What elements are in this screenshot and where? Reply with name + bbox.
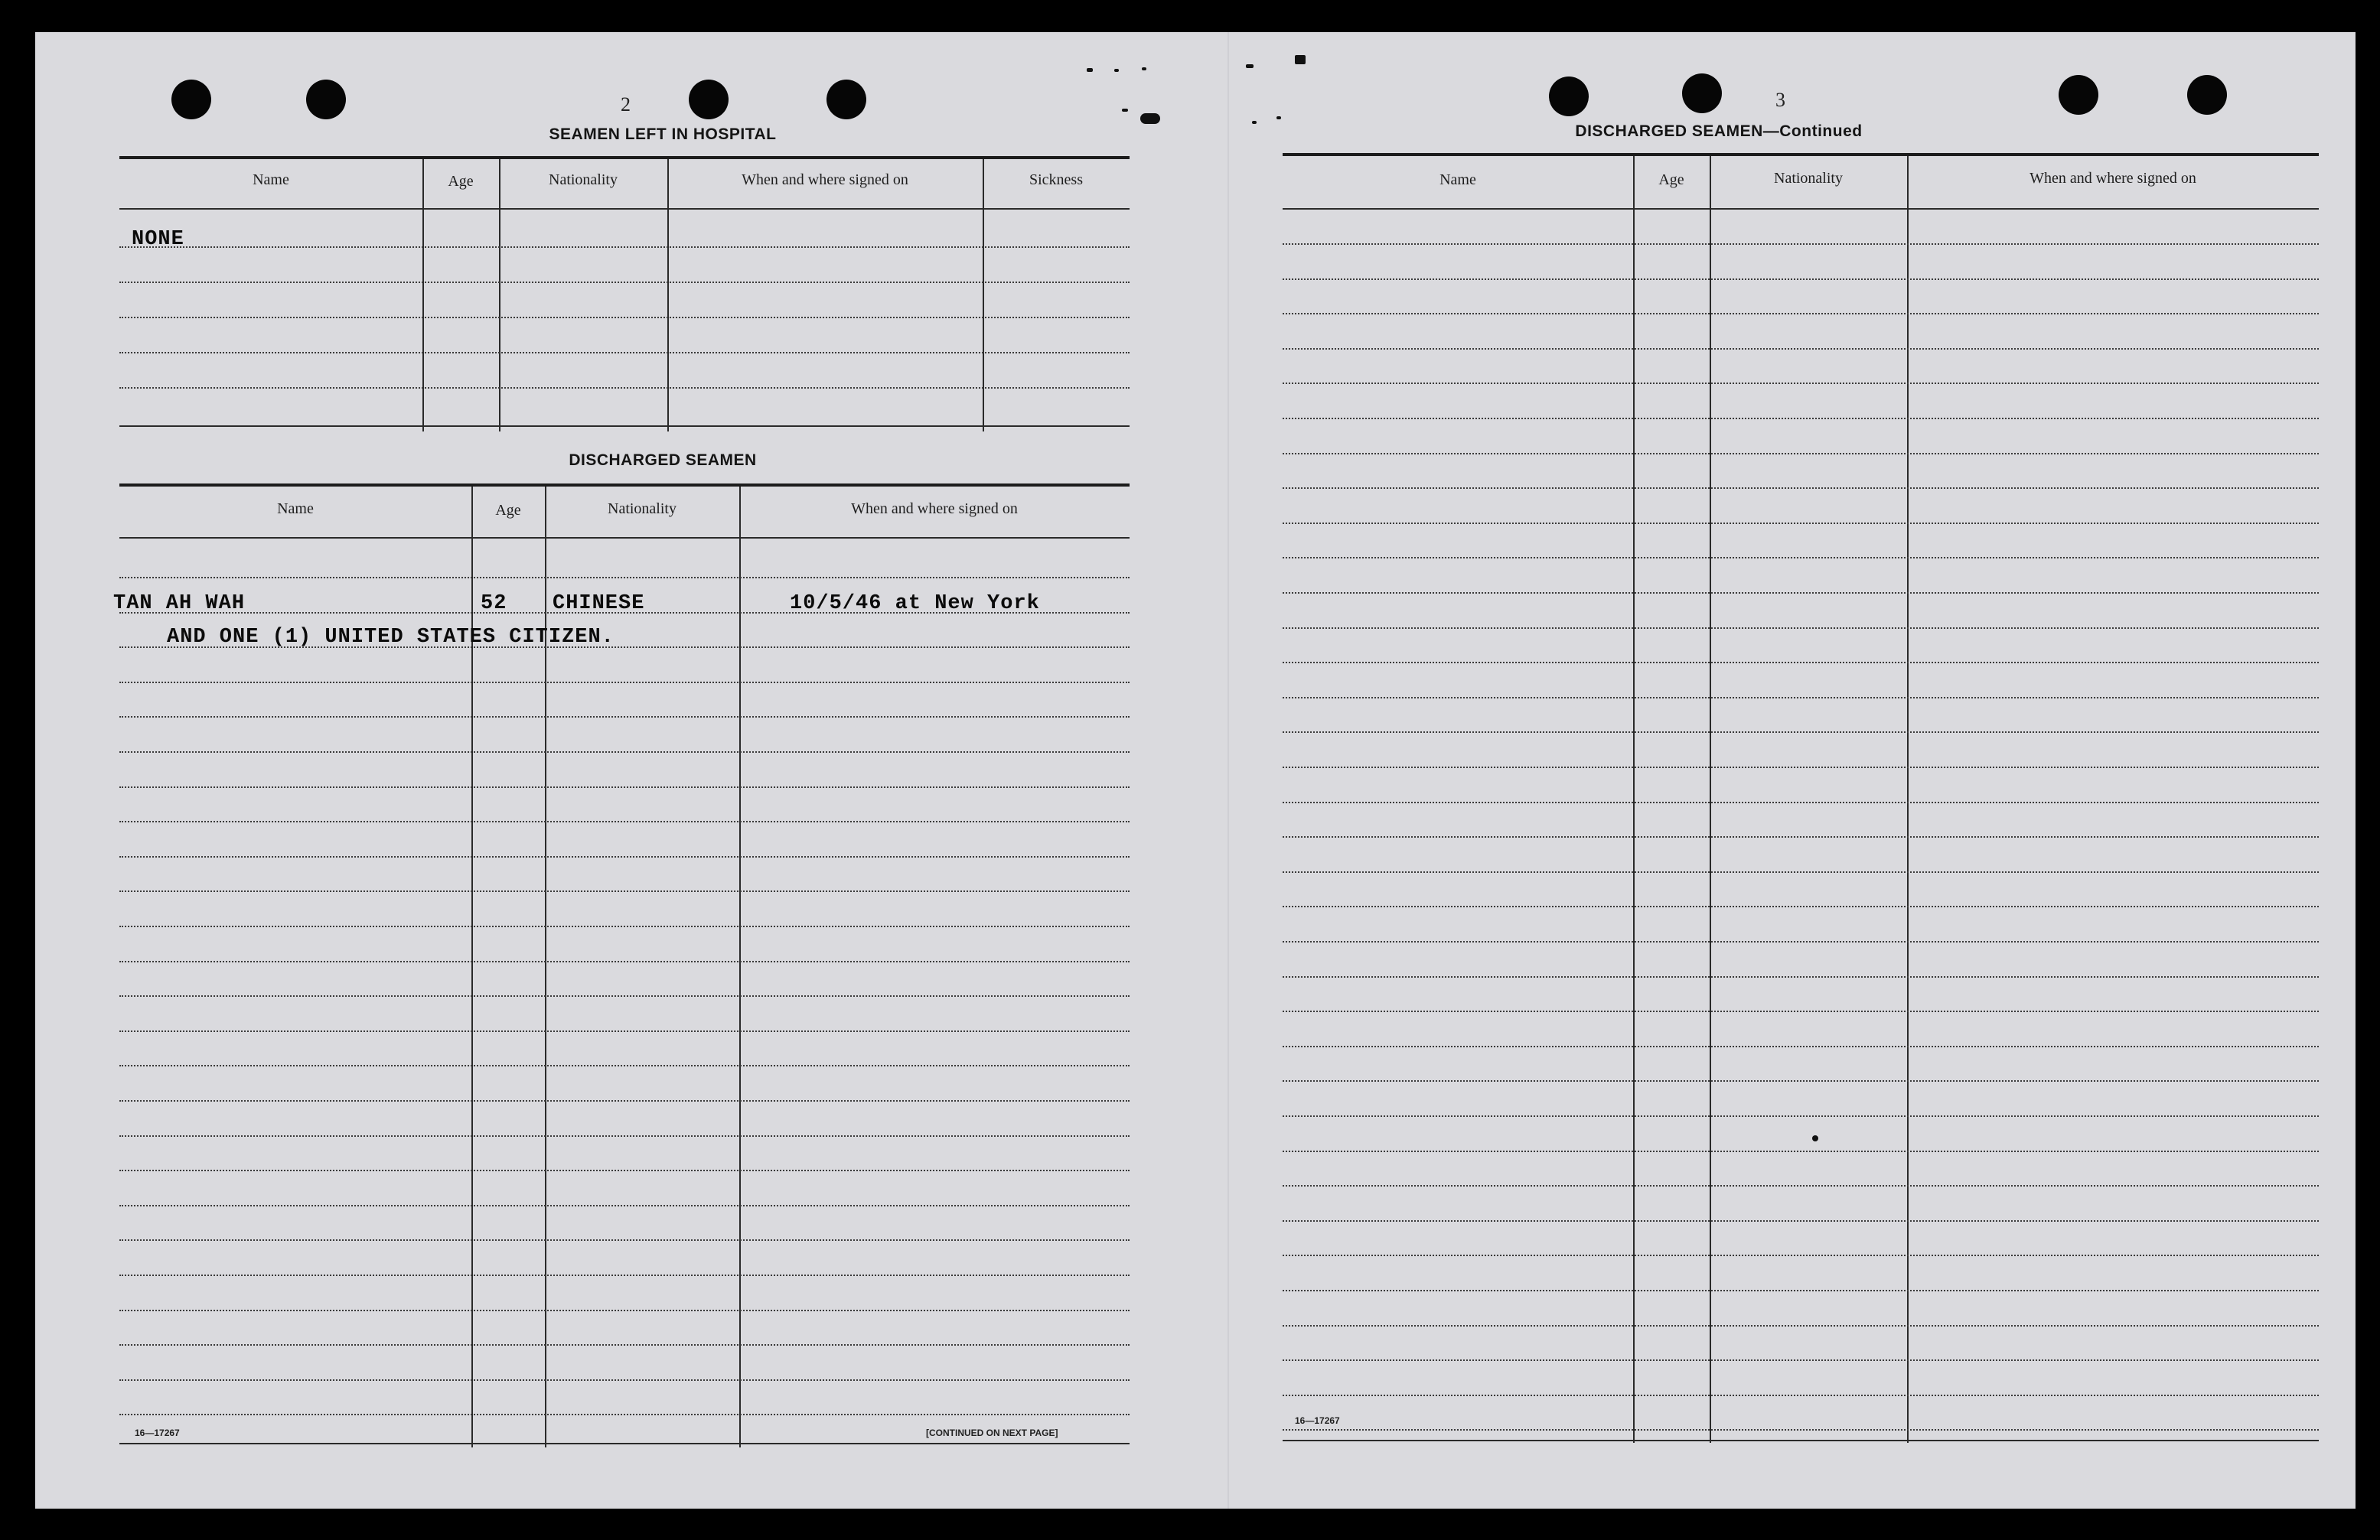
- row-rule: [1283, 976, 2319, 978]
- row-rule: [1283, 767, 2319, 768]
- row-rule: [1283, 1151, 2319, 1152]
- row-rule: [1283, 313, 2319, 314]
- row-rule: [1283, 1429, 2319, 1431]
- row-rule: [1283, 731, 2319, 733]
- punch-hole: [1682, 73, 1722, 113]
- row-rule: [119, 926, 1130, 927]
- column-divider: [983, 159, 984, 431]
- row-rule: [1283, 1220, 2319, 1222]
- row-rule: [1283, 243, 2319, 245]
- column-header-signed-on: When and where signed on: [742, 171, 908, 188]
- title-suffix: —Continued: [1762, 122, 1863, 140]
- hospital-table: [119, 156, 1130, 435]
- speck: [1087, 68, 1093, 72]
- form-number: 16—17267: [135, 1428, 180, 1438]
- row-rule: [119, 1170, 1130, 1171]
- column-header-signed-on: When and where signed on: [851, 500, 1018, 517]
- row-rule: [119, 1344, 1130, 1346]
- row-rule: [1283, 941, 2319, 943]
- discharged-continued-table: [1283, 153, 2319, 1446]
- row-rule: [1283, 1290, 2319, 1291]
- speck: [1114, 69, 1119, 72]
- row-rule: [119, 1414, 1130, 1415]
- column-divider: [499, 159, 500, 431]
- row-rule: [119, 1310, 1130, 1311]
- row-rule: [1283, 557, 2319, 558]
- hospital-section-title: SEAMEN LEFT IN HOSPITAL: [549, 125, 777, 143]
- column-header-nationality: Nationality: [549, 171, 618, 188]
- table-bottom-rule: [119, 1443, 1130, 1444]
- row-rule: [119, 1379, 1130, 1381]
- row-rule: [1283, 278, 2319, 280]
- table-top-rule: [1283, 153, 2319, 156]
- page-number: 2: [621, 93, 631, 116]
- row-rule: [119, 890, 1130, 892]
- row-rule: [1283, 487, 2319, 489]
- row-rule: [119, 1275, 1130, 1276]
- seaman-nationality: CHINESE: [553, 592, 645, 615]
- column-divider: [422, 159, 424, 431]
- seaman-name: TAN AH WAH: [113, 592, 246, 615]
- hospital-entry: NONE: [132, 228, 184, 251]
- row-rule: [1283, 1325, 2319, 1327]
- row-rule: [119, 387, 1130, 389]
- punch-hole: [306, 80, 346, 119]
- row-rule: [119, 786, 1130, 788]
- speck: [1142, 67, 1146, 70]
- row-rule: [1283, 418, 2319, 419]
- punch-hole: [2187, 75, 2227, 115]
- column-header-name: Name: [1439, 171, 1476, 188]
- row-rule: [119, 246, 1130, 248]
- row-rule: [119, 751, 1130, 753]
- table-top-rule: [119, 483, 1130, 487]
- header-rule: [1283, 208, 2319, 210]
- seaman-signed-on: 10/5/46 at New York: [790, 592, 1040, 615]
- speck: [1140, 113, 1160, 124]
- row-rule: [119, 856, 1130, 858]
- column-divider: [739, 487, 741, 1447]
- seaman-age: 52: [481, 592, 507, 615]
- row-rule: [1283, 662, 2319, 663]
- row-rule: [1283, 383, 2319, 384]
- row-rule: [1283, 697, 2319, 698]
- row-rule: [119, 1065, 1130, 1066]
- column-divider: [667, 159, 669, 431]
- row-rule: [119, 961, 1130, 962]
- column-header-age: Age: [1658, 171, 1684, 188]
- row-rule: [119, 1205, 1130, 1206]
- row-rule: [1283, 871, 2319, 873]
- row-rule: [119, 716, 1130, 718]
- speck: [1276, 116, 1281, 119]
- row-rule: [1283, 627, 2319, 629]
- row-rule: [1283, 1011, 2319, 1012]
- row-rule: [119, 682, 1130, 683]
- row-rule: [1283, 1185, 2319, 1187]
- table-bottom-rule: [119, 425, 1130, 427]
- row-rule: [1283, 1359, 2319, 1361]
- speck: [1246, 64, 1254, 68]
- row-rule: [1283, 1115, 2319, 1117]
- table-top-rule: [119, 156, 1130, 159]
- table-bottom-rule: [1283, 1440, 2319, 1441]
- header-rule: [119, 537, 1130, 539]
- row-rule: [1283, 523, 2319, 524]
- row-rule: [1283, 1046, 2319, 1047]
- speck: [1252, 121, 1257, 124]
- row-rule: [119, 1100, 1130, 1102]
- punch-hole: [2059, 75, 2098, 115]
- discharged-table: [113, 483, 1130, 1449]
- row-rule: [119, 1030, 1130, 1032]
- column-header-name: Name: [253, 171, 289, 188]
- column-header-signed-on: When and where signed on: [2030, 170, 2196, 187]
- row-rule: [1283, 1080, 2319, 1082]
- column-header-nationality: Nationality: [1774, 170, 1843, 187]
- row-rule: [119, 577, 1130, 578]
- document-sheet: [35, 32, 2356, 1509]
- title-main: DISCHARGED SEAMEN: [1575, 122, 1763, 140]
- row-rule: [1283, 453, 2319, 454]
- discharged-continued-title: [1459, 122, 1979, 141]
- row-rule: [1283, 906, 2319, 907]
- column-header-age: Age: [495, 502, 521, 519]
- speck: [1122, 109, 1128, 112]
- page-fold: [1227, 32, 1229, 1509]
- form-number: 16—17267: [1295, 1415, 1340, 1426]
- row-rule: [119, 995, 1130, 997]
- column-header-nationality: Nationality: [608, 500, 677, 517]
- discharged-note: AND ONE (1) UNITED STATES CITIZEN.: [167, 626, 615, 649]
- column-header-name: Name: [277, 500, 314, 517]
- row-rule: [1283, 592, 2319, 594]
- column-header-sickness: Sickness: [1029, 171, 1083, 188]
- header-rule: [119, 208, 1130, 210]
- row-rule: [1283, 1395, 2319, 1396]
- row-rule: [1283, 1255, 2319, 1256]
- row-rule: [119, 821, 1130, 822]
- page-number: 3: [1775, 89, 1785, 111]
- row-rule: [1283, 348, 2319, 350]
- row-rule: [119, 1239, 1130, 1241]
- speck: [1295, 55, 1306, 64]
- punch-hole: [1549, 77, 1589, 116]
- punch-hole: [171, 80, 211, 119]
- row-rule: [1283, 802, 2319, 803]
- continued-note: [CONTINUED ON NEXT PAGE]: [926, 1428, 1058, 1438]
- row-rule: [119, 352, 1130, 353]
- row-rule: [119, 1135, 1130, 1137]
- row-rule: [119, 282, 1130, 283]
- punch-hole: [826, 80, 866, 119]
- punch-hole: [689, 80, 729, 119]
- discharged-section-title: DISCHARGED SEAMEN: [569, 451, 757, 469]
- row-rule: [119, 317, 1130, 318]
- column-header-age: Age: [448, 173, 474, 190]
- row-rule: [1283, 836, 2319, 838]
